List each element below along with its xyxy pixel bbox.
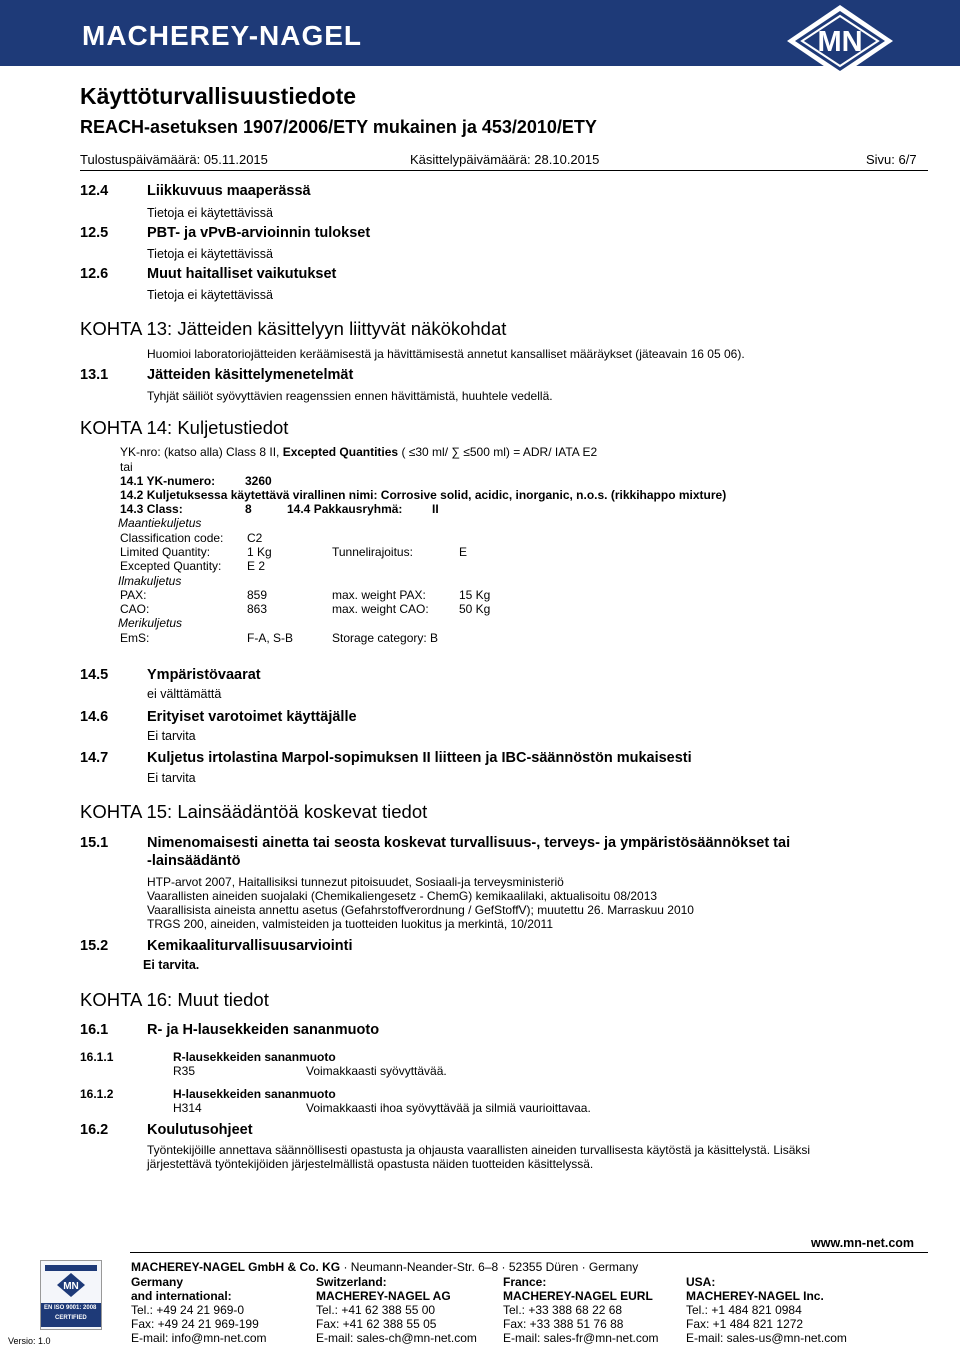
- s15-2-title: Kemikaaliturvallisuusarviointi: [147, 938, 353, 954]
- cert-line-a: EN ISO 9001: 2008: [44, 1305, 97, 1311]
- s12-5-text: Tietoja ei käytettävissä: [147, 247, 273, 261]
- mwpax-label: max. weight PAX:: [332, 588, 426, 602]
- s15-2-num: 15.2: [80, 938, 109, 954]
- cc-label: Classification code:: [120, 531, 224, 545]
- kohta-13-title: KOHTA 13: Jätteiden käsittelyyn liittyvät näkökohdat: [80, 318, 507, 339]
- s13-1-title: Jätteiden käsittelymenetelmät: [147, 367, 354, 383]
- footer-col-fax: Fax: +33 388 51 76 88: [503, 1317, 624, 1331]
- eq-value: E 2: [247, 559, 266, 573]
- s12-5-num: 12.5: [80, 225, 109, 241]
- footer-col-switzerland: [316, 1275, 477, 1345]
- r-code: R35: [173, 1064, 196, 1078]
- footer-col-h2: and international:: [131, 1289, 232, 1303]
- cc-value: C2: [247, 531, 263, 545]
- s16-1-2-num: 16.1.2: [80, 1087, 114, 1101]
- s14-5-num: 14.5: [80, 667, 109, 683]
- s14-7-text: Ei tarvita: [147, 771, 196, 785]
- s15-1-line: TRGS 200, aineiden, valmisteiden ja tuotteiden luokitus ja merkintä, 10/2011: [147, 917, 554, 931]
- footer-address: · Neumann-Neander-Str. 6–8 · 52355 Düren · Germany: [340, 1260, 639, 1274]
- footer-col-h2: MACHEREY-NAGEL Inc.: [686, 1289, 824, 1303]
- s14-7-num: 14.7: [80, 750, 109, 766]
- footer-rule: [130, 1252, 928, 1253]
- footer-col-tel: Tel.: +49 24 21 969-0: [131, 1303, 245, 1317]
- brand-name: MACHEREY-NAGEL: [82, 20, 363, 51]
- s16-1-2-title: H-lausekkeiden sananmuoto: [173, 1087, 336, 1101]
- s16-1-1-title: R-lausekkeiden sananmuoto: [173, 1050, 336, 1064]
- cao-label: CAO:: [120, 602, 150, 616]
- s12-4-title: Liikkuvuus maaperässä: [147, 183, 311, 199]
- footer-col-h2: MACHEREY-NAGEL AG: [316, 1289, 451, 1303]
- s13-1-num: 13.1: [80, 367, 109, 383]
- logo-text: MN: [817, 26, 863, 58]
- s16-2-text-a: Työntekijöille annettava säännöllisesti opastusta ja ohjausta vaarallisten aineiden turvallisesta käytöstä ja käsittelystä. Lisäksi: [147, 1143, 811, 1157]
- s14-5-text: ei välttämättä: [147, 687, 222, 701]
- s14-6-text: Ei tarvita: [147, 729, 196, 743]
- yk-pre: YK-nro: (katso alla) Class 8 II,: [120, 445, 283, 459]
- s15-2-text: Ei tarvita.: [143, 958, 200, 972]
- tunnel-value: E: [459, 545, 468, 559]
- s15-1-title-b: -lainsäädäntö: [147, 853, 241, 869]
- s16-2-num: 16.2: [80, 1122, 109, 1138]
- s14-7-title: Kuljetus irtolastina Marpol-sopimuksen II liitteen ja IBC-säännöstön mukaisesti: [147, 750, 692, 766]
- footer-col-tel: Tel.: +33 388 68 22 68: [503, 1303, 623, 1317]
- kohta-15-title: KOHTA 15: Lainsäädäntöä koskevat tiedot: [80, 801, 428, 822]
- pax-value: 859: [247, 588, 268, 602]
- tunnel-label: Tunnelirajoitus:: [332, 545, 413, 559]
- mwpax-value: 15 Kg: [459, 588, 491, 602]
- mn-logo-icon: [782, 2, 898, 80]
- footer-company-name: MACHEREY-NAGEL GmbH & Co. KG: [131, 1260, 341, 1274]
- doc-subtitle: REACH-asetuksen 1907/2006/ETY mukainen ja 453/2010/ETY: [80, 117, 597, 137]
- doc-title: Käyttöturvallisuustiedote: [80, 83, 357, 109]
- iso-certificate-badge: [40, 1260, 102, 1330]
- s16-1-1-num: 16.1.1: [80, 1050, 114, 1064]
- footer-col-tel: Tel.: +1 484 821 0984: [686, 1303, 802, 1317]
- footer-col-h1: Germany: [131, 1275, 184, 1289]
- cert-mn-logo-icon: [41, 1261, 101, 1301]
- s15-1-line: Vaarallisten aineiden suojalaki (Chemikaliengesetz - ChemG) kemikaalilaki, aktualisoitu 08/2013: [147, 889, 658, 903]
- process-date: Käsittelypäivämäärä: 28.10.2015: [410, 152, 600, 167]
- eq-label: Excepted Quantity:: [120, 559, 222, 573]
- s13-1-text: Tyhjät säiliöt syövyttävien reagenssien ennen hävittämistä, huuhtele vedellä.: [147, 389, 553, 403]
- footer-col-mail[interactable]: E-mail: sales-ch@mn-net.com: [316, 1331, 477, 1345]
- s12-4-num: 12.4: [80, 183, 109, 199]
- s16-1-num: 16.1: [80, 1022, 109, 1038]
- yk-tai: tai: [120, 460, 133, 474]
- pax-label: PAX:: [120, 588, 147, 602]
- storage-category: Storage category: B: [332, 631, 439, 645]
- ems-value: F-A, S-B: [247, 631, 294, 645]
- s14-1-label: 14.1 YK-numero:: [120, 474, 216, 488]
- footer-col-h1: USA:: [686, 1275, 716, 1289]
- s15-1-line: HTP-arvot 2007, Haitallisiksi tunnezut pitoisuudet, Sosiaali-ja terveysministeriö: [147, 875, 564, 889]
- s15-1-num: 15.1: [80, 835, 109, 851]
- air-transport-heading: Ilmakuljetus: [118, 574, 182, 588]
- s12-5-title: PBT- ja vPvB-arvioinnin tulokset: [147, 225, 371, 241]
- s14-6-title: Erityiset varotoimet käyttäjälle: [147, 709, 357, 725]
- s12-4-text: Tietoja ei käytettävissä: [147, 206, 273, 220]
- s14-4-value: II: [432, 502, 439, 516]
- footer-col-usa: [686, 1275, 847, 1345]
- footer-col-mail[interactable]: E-mail: info@mn-net.com: [131, 1331, 267, 1345]
- kohta-16-title: KOHTA 16: Muut tiedot: [80, 989, 269, 1010]
- s14-4-label: 14.4 Pakkausryhmä:: [287, 502, 403, 516]
- s16-2-title: Koulutusohjeet: [147, 1122, 253, 1138]
- s14-5-title: Ympäristövaarat: [147, 667, 261, 683]
- s14-3-label: 14.3 Class:: [120, 502, 183, 516]
- footer-col-tel: Tel.: +41 62 388 55 00: [316, 1303, 436, 1317]
- mwcao-label: max. weight CAO:: [332, 602, 429, 616]
- s12-6-text: Tietoja ei käytettävissä: [147, 288, 273, 302]
- footer-col-fax: Fax: +49 24 21 969-199: [131, 1317, 259, 1331]
- version: Versio: 1.0: [8, 1336, 51, 1346]
- mwcao-value: 50 Kg: [459, 602, 491, 616]
- lq-value: 1 Kg: [247, 545, 272, 559]
- print-date: Tulostuspäivämäärä: 05.11.2015: [80, 152, 268, 167]
- k13-note: Huomioi laboratoriojätteiden keräämisestä ja hävittämisestä annetut kansalliset määräykset (jäteavain 16 05 06).: [147, 347, 745, 361]
- s15-1-line: Vaarallisista aineista annettu asetus (Gefahrstoffverordnung / GefStoffV); muutettu 26. Marraskuu 2010: [147, 903, 694, 917]
- yk-line: [120, 445, 597, 459]
- footer-col-h1: France:: [503, 1275, 547, 1289]
- yk-bold: Excepted Quantities: [282, 445, 399, 459]
- footer-col-mail[interactable]: E-mail: sales-fr@mn-net.com: [503, 1331, 659, 1345]
- s16-2-text-b: järjestettävä työntekijöiden järjestelmällistä opastusta näiden tuotteiden käsittelyssä.: [147, 1157, 594, 1171]
- header-rule: [80, 170, 928, 171]
- footer-col-mail[interactable]: E-mail: sales-us@mn-net.com: [686, 1331, 847, 1345]
- r-text: Voimakkaasti syövyttävää.: [306, 1064, 447, 1078]
- footer-company: [131, 1260, 638, 1274]
- cao-value: 863: [247, 602, 268, 616]
- footer-col-h2: MACHEREY-NAGEL EURL: [503, 1289, 653, 1303]
- s14-6-num: 14.6: [80, 709, 109, 725]
- ems-label: EmS:: [120, 631, 150, 645]
- kohta-14-title: KOHTA 14: Kuljetustiedot: [80, 417, 289, 438]
- s12-6-title: Muut haitalliset vaikutukset: [147, 266, 337, 282]
- h-code: H314: [173, 1101, 202, 1115]
- s14-1-value: 3260: [245, 474, 272, 488]
- road-transport-heading: Maantiekuljetus: [118, 516, 202, 530]
- footer-col-fax: Fax: +41 62 388 55 05: [316, 1317, 437, 1331]
- h-text: Voimakkaasti ihoa syövyttävää ja silmiä vaurioittavaa.: [306, 1101, 591, 1115]
- footer-col-france: [503, 1275, 659, 1345]
- lq-label: Limited Quantity:: [120, 545, 211, 559]
- cert-line-b: CERTIFIED: [55, 1315, 87, 1321]
- footer-url[interactable]: www.mn-net.com: [811, 1236, 915, 1250]
- footer-col-fax: Fax: +1 484 821 1272: [686, 1317, 804, 1331]
- cert-logo-text: MN: [63, 1281, 79, 1292]
- s14-2-line: 14.2 Kuljetuksessa käytettävä virallinen nimi: Corrosive solid, acidic, inorganic, n.o.s. (rikkihappo mixture): [120, 488, 727, 502]
- yk-post: ( ≤30 ml/ ∑ ≤500 ml) = ADR/ IATA E2: [398, 445, 598, 459]
- sea-transport-heading: Merikuljetus: [118, 616, 183, 630]
- s16-1-title: R- ja H-lausekkeiden sananmuoto: [147, 1022, 380, 1038]
- s12-6-num: 12.6: [80, 266, 109, 282]
- s14-3-value: 8: [245, 502, 252, 516]
- s15-1-title-a: Nimenomaisesti ainetta tai seosta koskevat turvallisuus-, terveys- ja ympäristösäännökset tai: [147, 835, 791, 851]
- page-number: Sivu: 6/7: [866, 152, 917, 167]
- footer-col-germany: [131, 1275, 267, 1345]
- footer-col-h1: Switzerland:: [316, 1275, 387, 1289]
